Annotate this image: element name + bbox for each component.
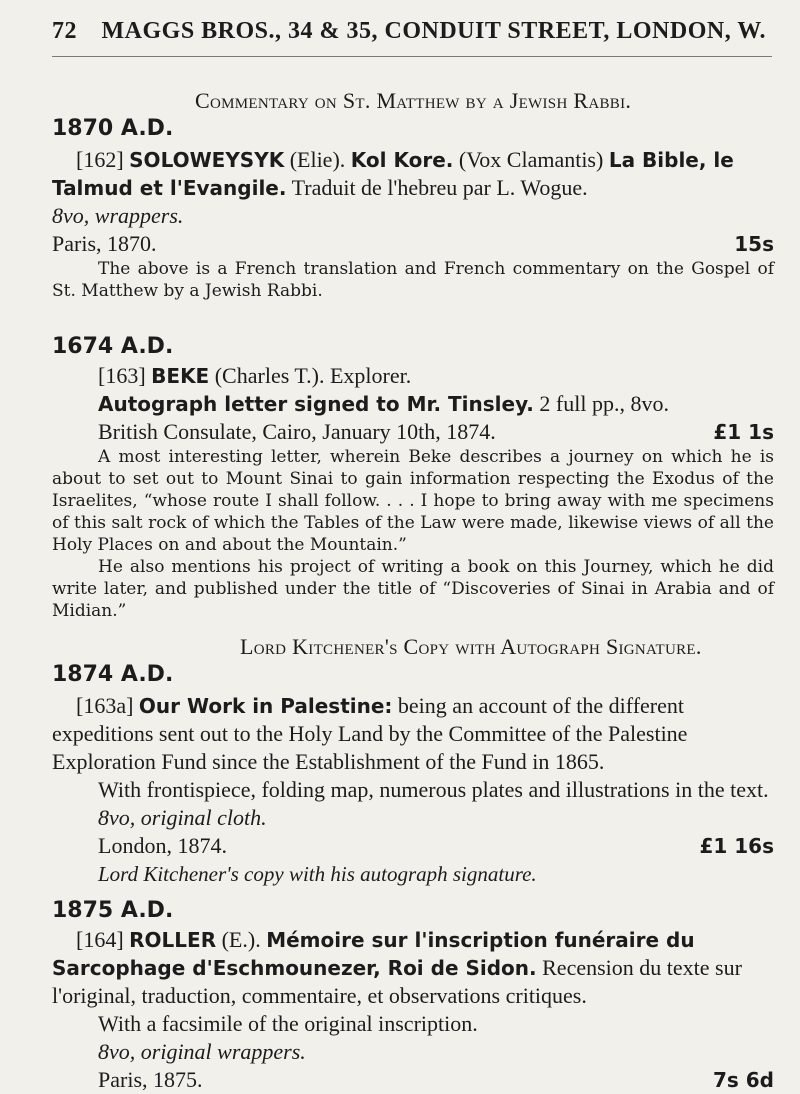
entry-imprint: London, 1874. xyxy=(98,833,227,858)
catalogue-entry-164 xyxy=(52,926,774,1094)
publisher-line: MAGGS BROS., 34 & 35, CONDUIT STREET, LONDON, W. xyxy=(101,18,767,44)
year-heading: 1874 A.D. xyxy=(52,662,174,687)
entry-imprint-row xyxy=(52,832,774,860)
entry-description: being an account of the different expeditions sent out to the Holy Land by the Committee of the Palestine Exploration Fund since the Establishment of the Fund in 1865. xyxy=(52,693,688,774)
entry-format: 8vo, wrappers. xyxy=(52,203,184,228)
entry-imprint: Paris, 1870. xyxy=(52,231,157,256)
entry-note-2 xyxy=(52,556,774,622)
catalogue-entry-163 xyxy=(52,362,774,622)
lot-number: [164] xyxy=(76,927,124,952)
entry-note-text: The above is a French translation and French commentary on the Gospel of St. Matthew by a Jewish Rabbi. xyxy=(52,259,774,301)
entry-note-text: A most interesting letter, wherein Beke describes a journey on which he is about to set out to Mount Sinai to gain information respecting the Exodus of the Israelites, “whose route I shall follow. . . . I hope to bring away with me specimens of this salt rock of which the Tables of the Law were made, likewise views of all the Holy Places on and about the Mountain.” xyxy=(52,447,774,555)
entry-title: Kol Kore. xyxy=(350,148,454,172)
entry-imprint-row xyxy=(52,230,774,258)
entry-imprint: Paris, 1875. xyxy=(98,1067,203,1092)
entry-author: SOLOWEYSYK xyxy=(129,148,285,172)
year-heading: 1875 A.D. xyxy=(52,898,174,923)
entry-title: Autograph letter signed to Mr. Tinsley. xyxy=(98,392,534,416)
entry-author: ROLLER xyxy=(129,928,217,952)
entry-imprint-row xyxy=(52,418,774,446)
page-number: 72 xyxy=(52,18,77,44)
lot-number: [162] xyxy=(76,147,124,172)
entry-note: Lord Kitchener's copy with his autograph signature. xyxy=(98,862,537,886)
entry-price: £1 16s xyxy=(699,834,774,858)
entry-format: 8vo, original wrappers. xyxy=(98,1039,306,1064)
entry-author-detail: (Charles T.). Explorer. xyxy=(209,363,412,388)
entry-price: £1 1s xyxy=(713,420,774,444)
entry-description: Traduit de l'hebreu par L. Wogue. xyxy=(286,175,588,200)
entry-price: 15s xyxy=(734,232,774,256)
header-rule xyxy=(52,56,772,57)
entry-illustrations: With a facsimile of the original inscription. xyxy=(98,1011,478,1036)
entry-note-text: He also mentions his project of writing a book on this Journey, which he did write later, and published under the title of “Discoveries of Sinai in Arabia and of Midian.” xyxy=(52,557,774,621)
entry-title: Our Work in Palestine: xyxy=(138,694,393,718)
entry-format: 8vo, original cloth. xyxy=(98,805,267,830)
entry-price: 7s 6d xyxy=(712,1068,774,1092)
catalogue-entry-162 xyxy=(52,146,774,302)
entry-author: BEKE xyxy=(151,364,210,388)
entry-description: 2 full pp., 8vo. xyxy=(533,391,669,416)
section-title-commentary: Commentary on St. Matthew by a Jewish Rabbi. xyxy=(195,88,632,113)
entry-author-detail: (E.). xyxy=(216,927,267,952)
year-heading: 1870 A.D. xyxy=(52,116,174,141)
lot-number: [163a] xyxy=(76,693,134,718)
section-title-kitchener: Lord Kitchener's Copy with Autograph Signature. xyxy=(240,634,702,659)
entry-note xyxy=(52,258,774,302)
catalogue-entry-163a xyxy=(52,692,774,888)
page-header xyxy=(52,18,772,45)
entry-author-detail: (Elie). xyxy=(284,147,346,172)
entry-imprint: British Consulate, Cairo, January 10th, 1874. xyxy=(98,419,496,444)
entry-title: Mémoire sur l'inscription funéraire du Sarcophage d'Eschmounezer, Roi de Sidon. xyxy=(52,928,695,980)
entry-illustrations: With frontispiece, folding map, numerous plates and illustrations in the text. xyxy=(98,777,769,802)
lot-number: [163] xyxy=(98,363,146,388)
entry-imprint-row xyxy=(52,1066,774,1094)
entry-title-detail: (Vox Clamantis) xyxy=(453,147,609,172)
entry-note xyxy=(52,446,774,556)
year-heading: 1674 A.D. xyxy=(52,334,174,359)
entry-title-2: La Bible, le Talmud et l'Evangile. xyxy=(52,148,734,200)
entry-description: Recension du texte sur l'original, traduction, commentaire, et observations critiques. xyxy=(52,955,742,1008)
